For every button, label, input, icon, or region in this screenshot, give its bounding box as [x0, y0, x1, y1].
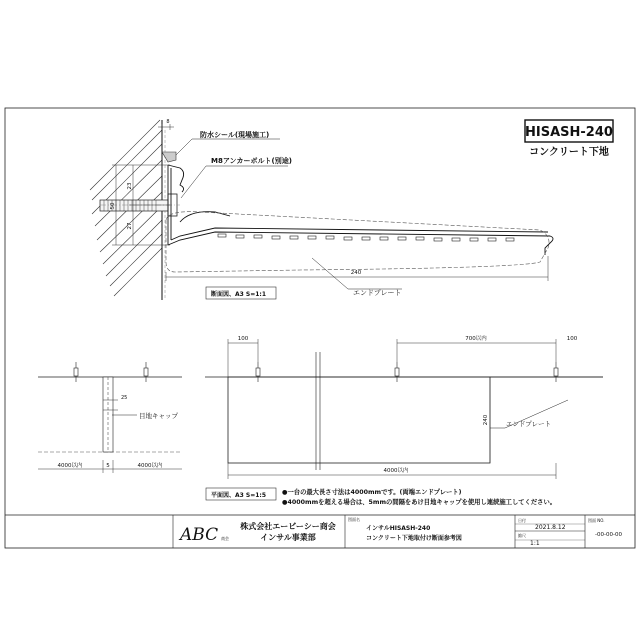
dim-240-plan: 240 [483, 414, 489, 426]
scale-label: 縮尺 [518, 533, 526, 538]
callout-endplate-plan: エンドプレート [506, 420, 552, 428]
endplate-outline [166, 212, 549, 272]
drawing-number-label: 図面 NO. [588, 518, 605, 523]
dim-700: 700以内 [465, 336, 487, 342]
plan-caption: 平面図、A3 S=1:5 [211, 492, 267, 499]
plan-body [228, 377, 490, 463]
dim-total-4000: 4000以内 [383, 468, 409, 474]
dim-240: 240 [350, 270, 362, 276]
callout-endplate-section: エンドプレート [353, 289, 402, 297]
company-logo [178, 525, 229, 545]
section-view [90, 119, 553, 300]
dim-50: 50 [110, 202, 116, 210]
svg-text:ABC: ABC [180, 525, 219, 545]
product-code: HISASH-240 [525, 125, 613, 140]
callout-seal: 防水シール(現場施工) [200, 131, 270, 139]
callout-joint-cap: 目地キャップ [139, 412, 178, 420]
note-2: ●4000mmを超える場合は、5mmの間隔をあけ目地キャップを使用し連続施工してください。 [282, 499, 557, 506]
dim-5: 5 [106, 463, 110, 469]
callout-anchor: M8アンカーボルト(別途) [211, 157, 292, 165]
dim-100b: 100 [566, 336, 578, 342]
dim-top-small: 8 [166, 119, 170, 125]
hisashi-profile [168, 165, 553, 255]
scale-value: 1:1 [530, 540, 540, 547]
svg-text:商会: 商会 [221, 536, 229, 541]
seal-bead [162, 152, 176, 162]
dim-27: 27 [127, 222, 133, 230]
date-value: 2021.8.12 [535, 524, 566, 531]
drawing-number-value: -00-00-00 [595, 532, 622, 538]
sheet-border [5, 108, 635, 548]
section-caption: 断面図、A3 S=1:1 [211, 291, 267, 298]
drawing-name-2: コンクリート下地取付け断面参考図 [366, 535, 462, 542]
footer-title-block [5, 515, 635, 548]
product-subtitle: コンクリート下地 [529, 147, 609, 158]
note-1: ●一台の最大長さ寸法は4000mmです。(両端エンドプレート) [282, 489, 462, 496]
dim-25: 25 [121, 395, 128, 401]
plan-view [205, 334, 603, 500]
drawing-name-label: 図面名 [348, 517, 360, 522]
company-name: 株式会社エービーシー商会 [240, 522, 336, 531]
drawing-name-1: インサルHISASH-240 [366, 525, 431, 532]
dim-100: 100 [237, 336, 249, 342]
joint-detail-view [38, 362, 182, 473]
date-label: 日付 [518, 518, 526, 523]
dim-right-4000: 4000以内 [137, 463, 163, 469]
dim-23: 23 [127, 182, 133, 190]
dim-left-4000: 4000以内 [57, 463, 83, 469]
company-division: インサル事業部 [260, 533, 316, 542]
